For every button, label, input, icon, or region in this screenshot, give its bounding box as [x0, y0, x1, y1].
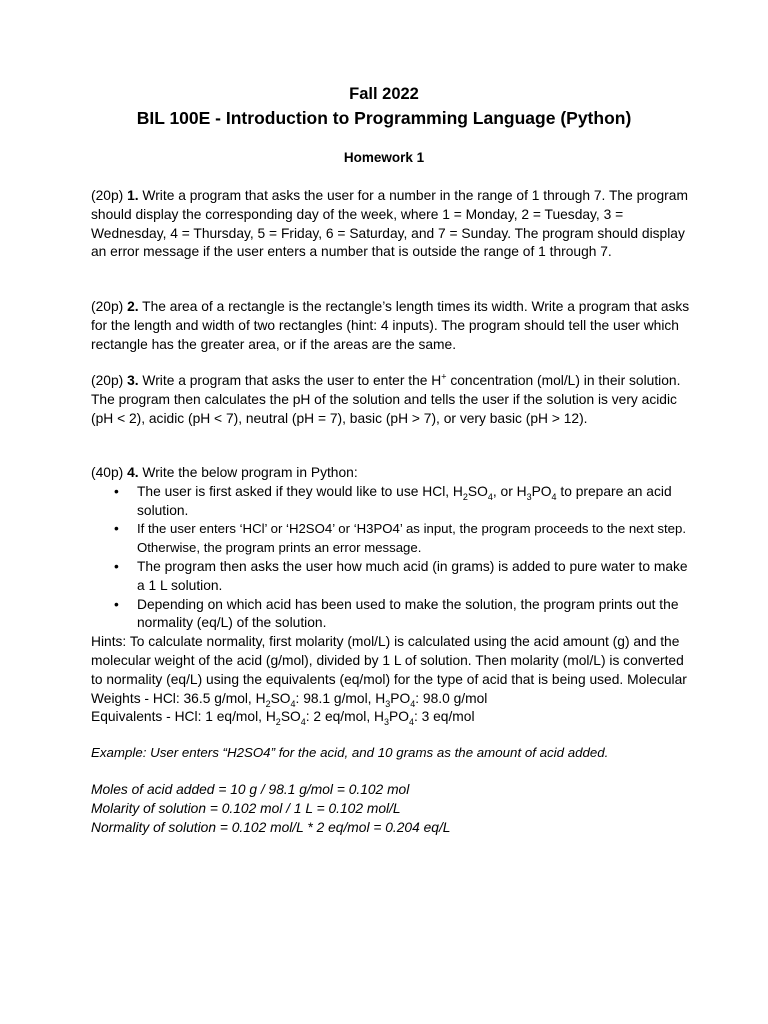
q3-number: 3.	[127, 373, 139, 388]
question-1	[91, 187, 691, 262]
calc-line-2: Molarity of solution = 0.102 mol / 1 L = 0.102 mol/L	[91, 800, 401, 816]
q1-points: (20p)	[91, 188, 124, 203]
q2-number: 2.	[127, 299, 139, 314]
q3-text-start: Write a program that asks the user to enter the H	[142, 373, 442, 388]
calc-line-3: Normality of solution = 0.102 mol/L * 2 eq/mol = 0.204 eq/L	[91, 819, 451, 835]
q1-text: Write a program that asks the user for a number in the range of 1 through 7. The program should display the corresponding day of the week, where 1 = Monday, 2 = Tuesday, 3 = Wednesday, 4 = Thursday, 5 = Friday, 6 = Saturday, and 7 = Sunday. The program should display an error message if the user enters a number that is outside the range of 1 through 7.	[91, 188, 688, 260]
term-heading: Fall 2022	[349, 85, 419, 103]
calculation-block	[91, 781, 691, 837]
q3-superscript: +	[441, 371, 447, 382]
calc-line-1: Moles of acid added = 10 g / 98.1 g/mol = 0.102 mol	[91, 782, 410, 797]
q3-points: (20p)	[91, 373, 124, 388]
course-title: BIL 100E - Introduction to Programming Language (Python)	[136, 108, 632, 128]
q4-hints: Hints: To calculate normality, first molarity (mol/L) is calculated using the acid amount (g) and the molecular weight of the acid (g/mol), divided by 1 L of solution. Then molarity (mol/L) is converted to normality (eq/L) using the equivalents (eq/mol) for the type of acid that is being used. Molecular Weights - HCl: 36.5 g/mol, $H_2SO_4$: 98.1 g/mol, $H_3PO_4$: 98.0 g/mol	[91, 634, 687, 709]
q4-number: 4.	[127, 465, 139, 480]
question-2	[91, 298, 691, 354]
assignment-title: Homework 1	[343, 150, 425, 165]
q1-number: 1.	[127, 188, 139, 203]
q4-bullet-4: • Depending on which acid has been used to make the solution, the program prints out the normality (eq/L) of the solution.	[91, 596, 691, 634]
q4-points: (40p)	[91, 465, 124, 480]
q2-points: (20p)	[91, 299, 124, 314]
question-4	[91, 464, 691, 727]
example-text: Example: User enters “H2SO4” for the acid, and 10 grams as the amount of acid added.	[91, 745, 609, 760]
q4-bullet-2: • If the user enters ‘HCl’ or ‘H2SO4’ or ‘H3PO4’ as input, the program proceeds to the next step. Otherwise, the program prints an error message.	[91, 520, 691, 558]
q3-text-end: concentration (mol/L) in their solution. The program then calculates the pH of the solution and tells the user if the solution is very acidic (pH < 2), acidic (pH < 7), neutral (pH = 7), basic (pH > 7), or very basic (pH > 12).	[91, 373, 681, 426]
q4-bullet-list	[91, 483, 691, 633]
q4-bullet-1: • The user is first asked if they would like to use HCl, $H_2SO_4$, or $H_3PO_4$ to prepare an acid solution.	[91, 483, 691, 521]
q4-intro: Write the below program in Python:	[142, 465, 358, 480]
q4-bullet-3: • The program then asks the user how much acid (in grams) is added to pure water to make a 1 L solution.	[91, 558, 691, 596]
q2-text: The area of a rectangle is the rectangle’s length times its width. Write a program that asks for the length and width of two rectangles (hint: 4 inputs). The program should tell the user which rectangle has the greater area, or if the areas are the same.	[91, 299, 690, 352]
q4-equivalents: Equivalents - HCl: 1 eq/mol, $H_2SO_4$: 2 eq/mol, $H_3PO_4$: 3 eq/mol	[91, 709, 475, 728]
question-3	[91, 372, 691, 428]
